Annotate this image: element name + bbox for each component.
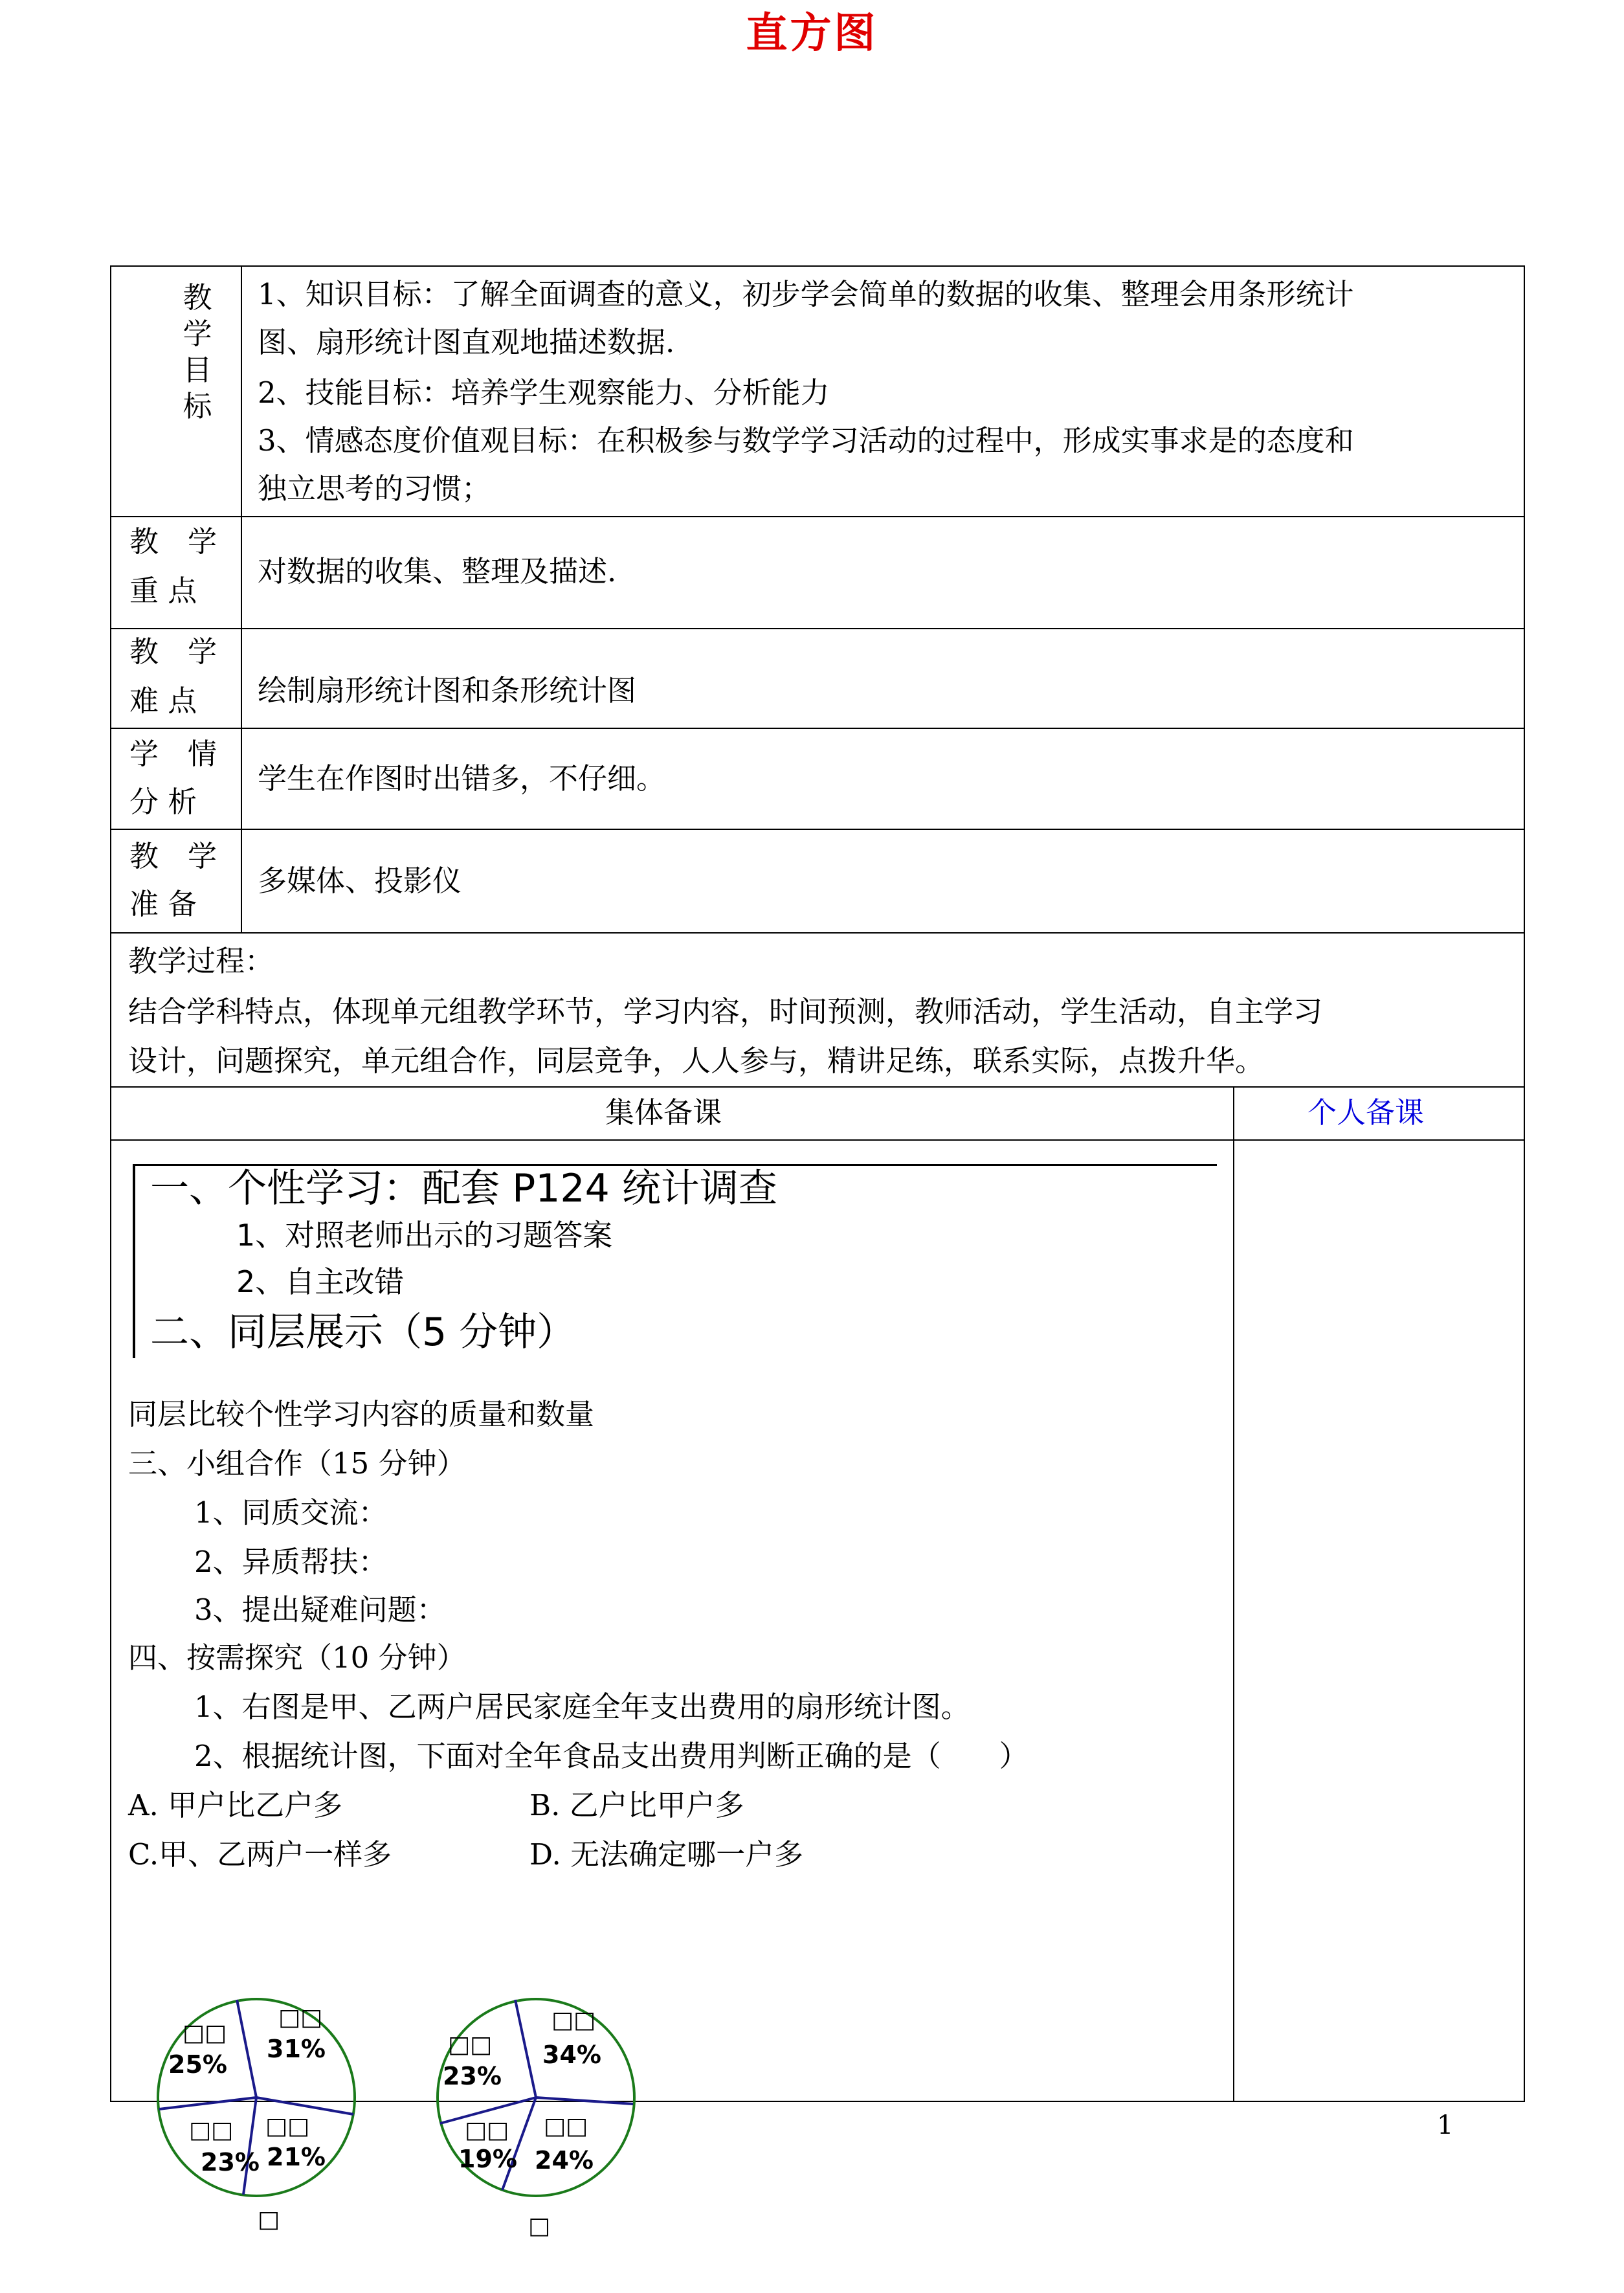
process-line-1: 结合学科特点，体现单元组教学环节，学习内容，时间预测，教师活动，学生活动，自主学习 [128,994,1323,1029]
difficulty-content: 绘制扇形统计图和条形统计图 [258,673,637,708]
scanned-line-2: 1、对照老师出示的习题答案 [236,1218,613,1253]
pie-jia-pct-2: 21% [267,2143,326,2171]
goals-line-5: 独立思考的习惯； [258,471,491,506]
collective-prep-header: 集体备课 [605,1095,722,1130]
pie-chart-yi [438,1999,634,2239]
analysis-label-2: 分 析 [129,785,197,819]
pie-yi-label-3: □□ [465,2117,509,2143]
pie-yi-pct-2: 24% [535,2146,594,2175]
difficulty-label-2: 难 点 [129,684,197,718]
pie-yi-label-1: □□ [551,2007,596,2033]
pie-yi-caption: □ [528,2213,551,2239]
scanned-line-1: 一、个性学习：配套 P124 统计调查 [150,1166,777,1211]
pie-yi-divider-3 [502,2097,536,2190]
pie-jia-caption: □ [258,2206,280,2233]
scanned-line-3: 2、自主改错 [236,1264,405,1299]
option-a: A. 甲户比乙户多 [128,1788,343,1822]
pie-chart-jia [158,1999,355,2233]
goals-label: 教 学 目 标 [183,280,212,423]
pie-yi-pct-1: 34% [542,2041,601,2069]
goals-line-1: 1、知识目标：了解全面调查的意义，初步学会简单的数据的收集、整理会用条形统计 [258,277,1354,311]
pie-jia-pct-1: 31% [267,2035,326,2063]
focus-content: 对数据的收集、整理及描述. [258,554,617,588]
analysis-label-1: 学 情 [129,737,217,771]
prep-content: 多媒体、投影仪 [258,864,462,898]
pie-jia-label-1: □□ [278,2004,323,2031]
page-number: 1 [1437,2110,1454,2140]
pie-jia-label-2: □□ [265,2113,310,2140]
pie-jia-divider-3 [243,2097,256,2195]
option-b: B. 乙户比甲户多 [529,1788,744,1822]
pie-yi-divider-1 [515,2000,536,2097]
focus-label-2: 重 点 [129,574,197,608]
process-line-2: 设计，问题探究，单元组合作，同层竞争，人人参与，精讲足练，联系实际，点拨升华。 [128,1044,1265,1078]
option-d: D. 无法确定哪一户多 [529,1837,804,1872]
goals-line-4: 3、情感态度价值观目标：在积极参与数学学习活动的过程中，形成实事求是的态度和 [258,423,1354,458]
pie-yi-pct-3: 19% [458,2145,517,2173]
pie-jia-divider-4 [159,2097,256,2109]
prep-label-1: 教 学 [129,839,217,873]
scanned-line-4: 二、同层展示（5 分钟） [150,1310,576,1355]
analysis-content: 学生在作图时出错多，不仔细。 [258,761,666,796]
pie-yi-pct-4: 23% [443,2062,502,2090]
pie-yi-label-2: □□ [544,2113,588,2140]
goals-line-2: 图、扇形统计图直观地描述数据. [258,325,675,359]
pie-charts [129,1968,660,2293]
pie-jia-pct-3: 23% [201,2148,260,2176]
pie-jia-label-3: □□ [189,2117,234,2143]
process-heading: 教学过程： [128,944,274,978]
pie-yi-label-4: □□ [448,2031,493,2058]
goals-line-3: 2、技能目标：培养学生观察能力、分析能力 [258,375,830,410]
body-line-1: 同层比较个性学习内容的质量和数量 [128,1397,595,1431]
body-line-5: 3、提出疑难问题： [194,1593,446,1627]
prep-label-2: 准 备 [129,887,197,921]
pie-jia-divider-2 [256,2097,353,2114]
pie-jia-pct-4: 25% [168,2050,227,2079]
page-title: 直方图 [746,9,878,58]
body-line-3: 1、同质交流： [194,1495,388,1530]
pie-yi-divider-2 [536,2097,633,2104]
option-c: C.甲、乙两户一样多 [128,1837,392,1872]
body-line-4: 2、异质帮扶： [194,1545,388,1579]
body-line-6: 四、按需探究（10 分钟） [128,1640,466,1675]
pie-jia-divider-1 [237,2000,256,2097]
body-line-8: 2、根据统计图，下面对全年食品支出费用判断正确的是（ ） [194,1739,1029,1773]
body-line-2: 三、小组合作（15 分钟） [128,1446,466,1481]
focus-label-1: 教 学 [129,524,217,559]
pie-jia-label-4: □□ [183,2020,227,2046]
body-line-7: 1、右图是甲、乙两户居民家庭全年支出费用的扇形统计图。 [194,1690,970,1724]
personal-prep-header: 个人备课 [1307,1095,1425,1130]
difficulty-label-1: 教 学 [129,634,217,669]
